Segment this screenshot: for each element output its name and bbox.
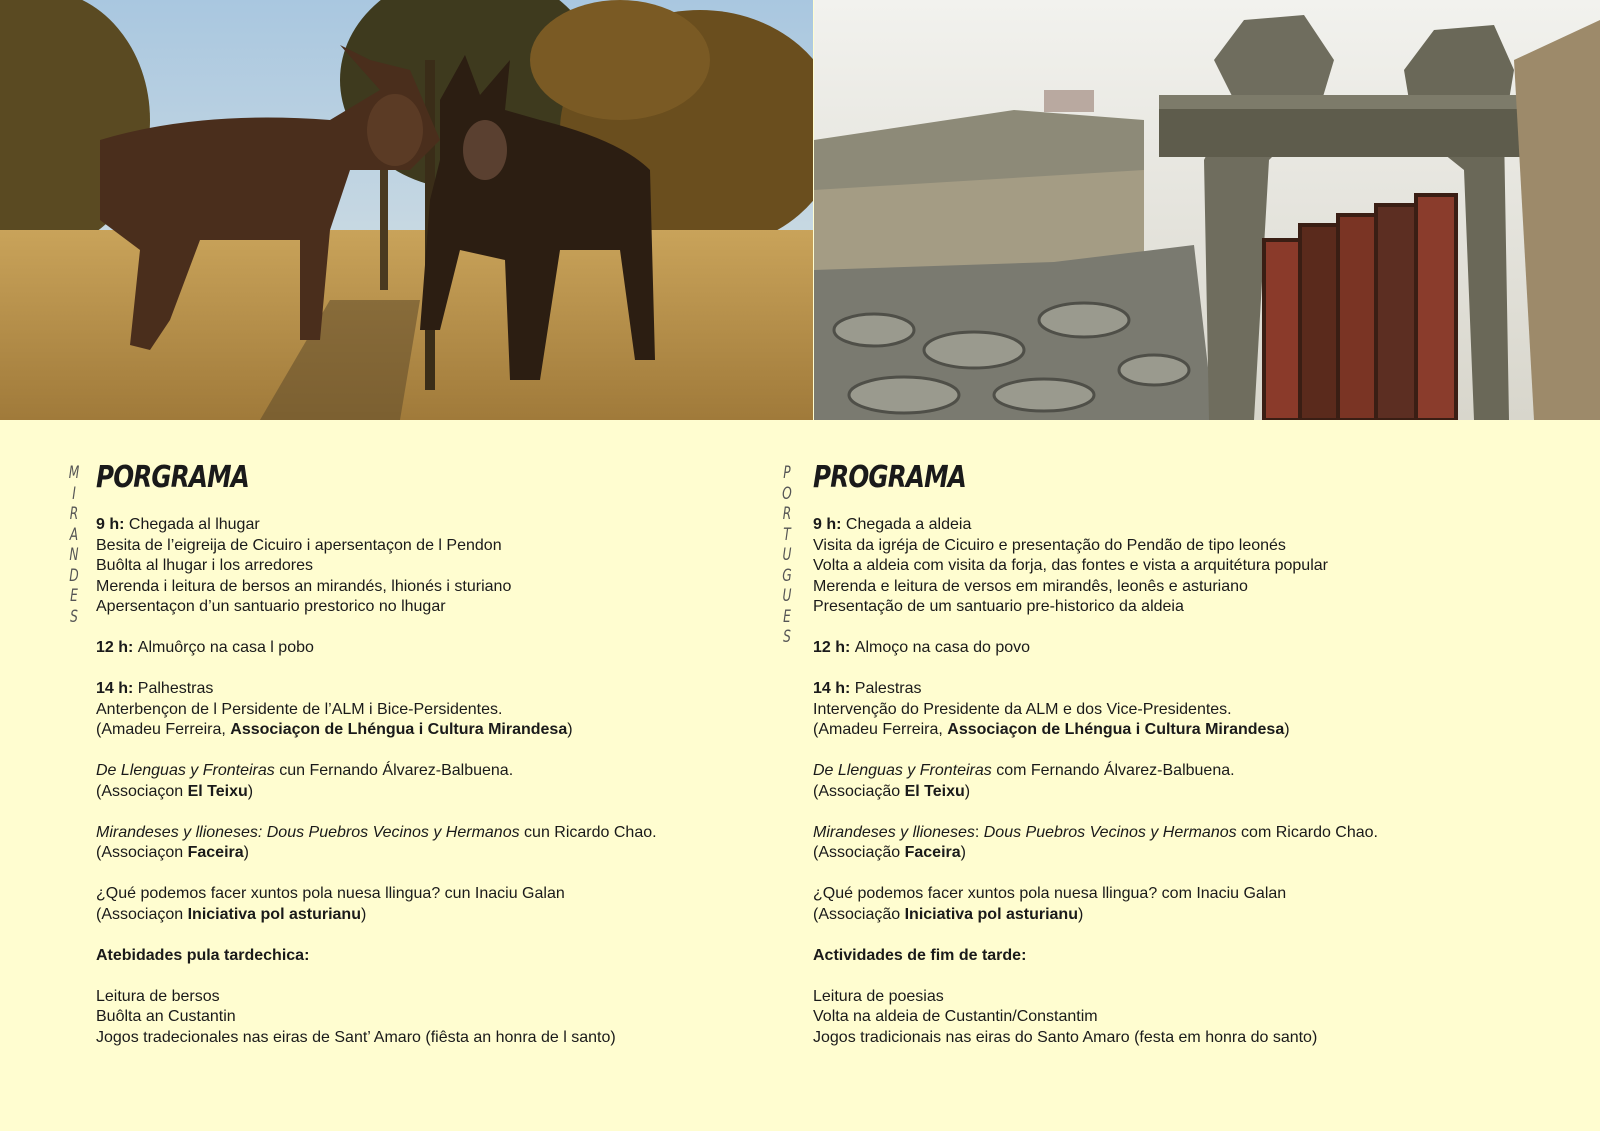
stone-gate-image [814, 0, 1600, 420]
assoc-post: ) [243, 844, 249, 861]
mirandes-lunch: 12 h: Almuôrço na casa l pobo [96, 639, 314, 656]
lunch-text: Almuôrço na casa l pobo [137, 639, 314, 656]
assoc-pre: (Associaçon [96, 905, 188, 923]
morning-item: Buôlta al lhugar i los arredores [96, 557, 314, 574]
assoc-pre: (Associação [813, 844, 905, 861]
assoc-post: ) [247, 782, 254, 800]
morning-time: 9 h [96, 516, 120, 533]
talks-text: Palestras [854, 680, 922, 697]
association-name: Faceira [904, 844, 961, 861]
donkeys-image [0, 0, 813, 420]
evening-heading: Actividades de fim de tarde [813, 946, 1022, 964]
talk-title-b: Dous Puebros Vecinos y Hermanos [983, 823, 1237, 841]
mirandes-evening [96, 987, 746, 1049]
assoc-pre: (Associação [813, 905, 905, 923]
association-name: Iniciativa pol asturianu [187, 905, 361, 923]
mirandes-column [96, 460, 746, 1048]
portugues-evening-heading: Actividades de fim de tarde: [813, 946, 1027, 964]
talk-speaker: cun Ricardo Chao. [519, 823, 657, 841]
association-name: El Teixu [187, 782, 248, 800]
talk-title: ¿Qué podemos facer xuntos pola nuesa llingua? com Inaciu Galan [813, 885, 1287, 902]
morning-item: Chegada a aldeia [845, 516, 972, 533]
talks-time: 14 h [813, 680, 846, 697]
mirandes-evening-heading: Atebidades pula tardechica: [96, 946, 310, 964]
portugues-talks: 14 h: Palestras Intervenção do Presidente da ALM e dos Vice-Presidentes. (Amadeu Ferreira, Associaçon de Lhéngua i Cultura Mirandesa) [813, 679, 1573, 741]
morning-first-line: 9 h: Chegada al lhugar [96, 516, 260, 533]
assoc-post: ) [960, 844, 966, 861]
morning-item: Merenda e leitura de versos em mirandês, leonês e asturiano [813, 577, 1248, 595]
morning-item: Apersentaçon d’un santuario prestorico no lhugar [96, 598, 446, 615]
talks-line-post: ) [567, 721, 573, 738]
lunch-time: 12 h [813, 639, 846, 656]
talk-speaker: com Fernando Álvarez-Balbuena. [991, 762, 1235, 779]
portugues-title: PROGRAMA [813, 460, 967, 495]
morning-item: Presentação de um santuario pre-historico da aldeia [813, 598, 1184, 615]
portugues-lunch: 12 h: Almoço na casa do povo [813, 639, 1031, 656]
assoc-post: ) [964, 782, 971, 800]
talks-text: Palhestras [137, 680, 214, 697]
association-name: Iniciativa pol asturianu [904, 905, 1078, 923]
lunch-text: Almoço na casa do povo [854, 639, 1031, 656]
assoc-post: ) [360, 905, 367, 923]
talks-line: Anterbençon de l Persidente de l’ALM i Bice-Persidentes. [96, 700, 503, 718]
mirandes-talk-2 [96, 823, 746, 864]
portugues-talk-2 [813, 823, 1573, 864]
evening-item: Jogos tradicionais nas eiras do Santo Amaro (festa em honra do santo) [813, 1028, 1318, 1046]
morning-item: Besita de l’eigreija de Cicuiro i apersentaçon de l Pendon [96, 536, 502, 554]
talk-title: De Llenguas y Fronteiras [813, 762, 992, 779]
portugues-column [813, 460, 1573, 1048]
lunch-time: 12 h [96, 639, 129, 656]
talks-line-post: ) [1284, 721, 1290, 738]
portugues-morning: 9 h: Chegada a aldeia Visita da igréja de Cicuiro e presentação do Pendão de tipo leonés Volta a aldeia com visita da forja, das fontes e vista a arquitétura popular Merenda e leitura de versos em mirandês, leonês e asturiano Presentação de um santuario pre-historico da aldeia [813, 515, 1573, 618]
talk-speaker: cun Fernando Álvarez-Balbuena. [274, 762, 514, 779]
morning-time: 9 h [813, 516, 837, 533]
assoc-pre: (Associaçon [96, 844, 188, 861]
mirandes-morning [96, 515, 746, 618]
mirandes-title: PORGRAMA [96, 460, 250, 495]
morning-item: Merenda i leitura de bersos an mirandés, lhionés i sturiano [96, 577, 512, 595]
photo-stone-gate [814, 0, 1600, 420]
portugues-talk-1 [813, 761, 1573, 802]
talks-time: 14 h [96, 680, 129, 697]
talk-title: ¿Qué podemos facer xuntos pola nuesa llingua? cun Inaciu Galan [96, 885, 565, 902]
talk-title-a: Mirandeses y llioneses [813, 823, 975, 841]
evening-heading: Atebidades pula tardechica [96, 946, 305, 964]
morning-item: Visita da igréja de Cicuiro e presentação do Pendão de tipo leonés [813, 536, 1286, 554]
association-name: Faceira [187, 844, 244, 861]
talk-title: De Llenguas y Fronteiras [96, 762, 275, 779]
talks-line-pre: (Amadeu Ferreira, [813, 721, 948, 738]
talk-title-sep: : [974, 823, 984, 841]
morning-item: Chegada al lhugar [128, 516, 260, 533]
talks-line-pre: (Amadeu Ferreira, [96, 721, 231, 738]
association-name: Associaçon de Lhéngua i Cultura Mirandesa [947, 721, 1285, 738]
talks-line: Intervenção do Presidente da ALM e dos Vice-Presidentes. [813, 700, 1232, 718]
photo-donkeys [0, 0, 813, 420]
talk-speaker: com Ricardo Chao. [1236, 823, 1378, 841]
portugues-evening [813, 987, 1573, 1049]
evening-item: Buôlta an Custantin [96, 1008, 236, 1025]
evening-item: Leitura de bersos [96, 987, 220, 1005]
mirandes-talk-3 [96, 884, 746, 925]
side-label-portugues: PORTUGUES [782, 463, 792, 647]
evening-item: Jogos tradecionales nas eiras de Sant’ Amaro (fiêsta an honra de l santo) [96, 1028, 616, 1046]
assoc-post: ) [1077, 905, 1084, 923]
evening-item: Leitura de poesias [813, 987, 944, 1005]
portugues-talk-3 [813, 884, 1573, 925]
association-name: El Teixu [904, 782, 965, 800]
side-label-mirandes: MIRANDES [68, 463, 80, 627]
mirandes-talk-1 [96, 761, 746, 802]
assoc-pre: (Associação [813, 782, 905, 800]
talk-title: Mirandeses y llioneses: Dous Puebros Vecinos y Hermanos [96, 823, 520, 841]
mirandes-talks: 14 h: Palhestras Anterbençon de l Persidente de l’ALM i Bice-Persidentes. (Amadeu Ferreira, Associaçon de Lhéngua i Cultura Mirandesa) [96, 679, 746, 741]
evening-item: Volta na aldeia de Custantin/Constantim [813, 1008, 1098, 1025]
morning-item: Volta a aldeia com visita da forja, das fontes e vista a arquitétura popular [813, 557, 1328, 574]
assoc-pre: (Associaçon [96, 782, 188, 800]
association-name: Associaçon de Lhéngua i Cultura Mirandesa [230, 721, 568, 738]
